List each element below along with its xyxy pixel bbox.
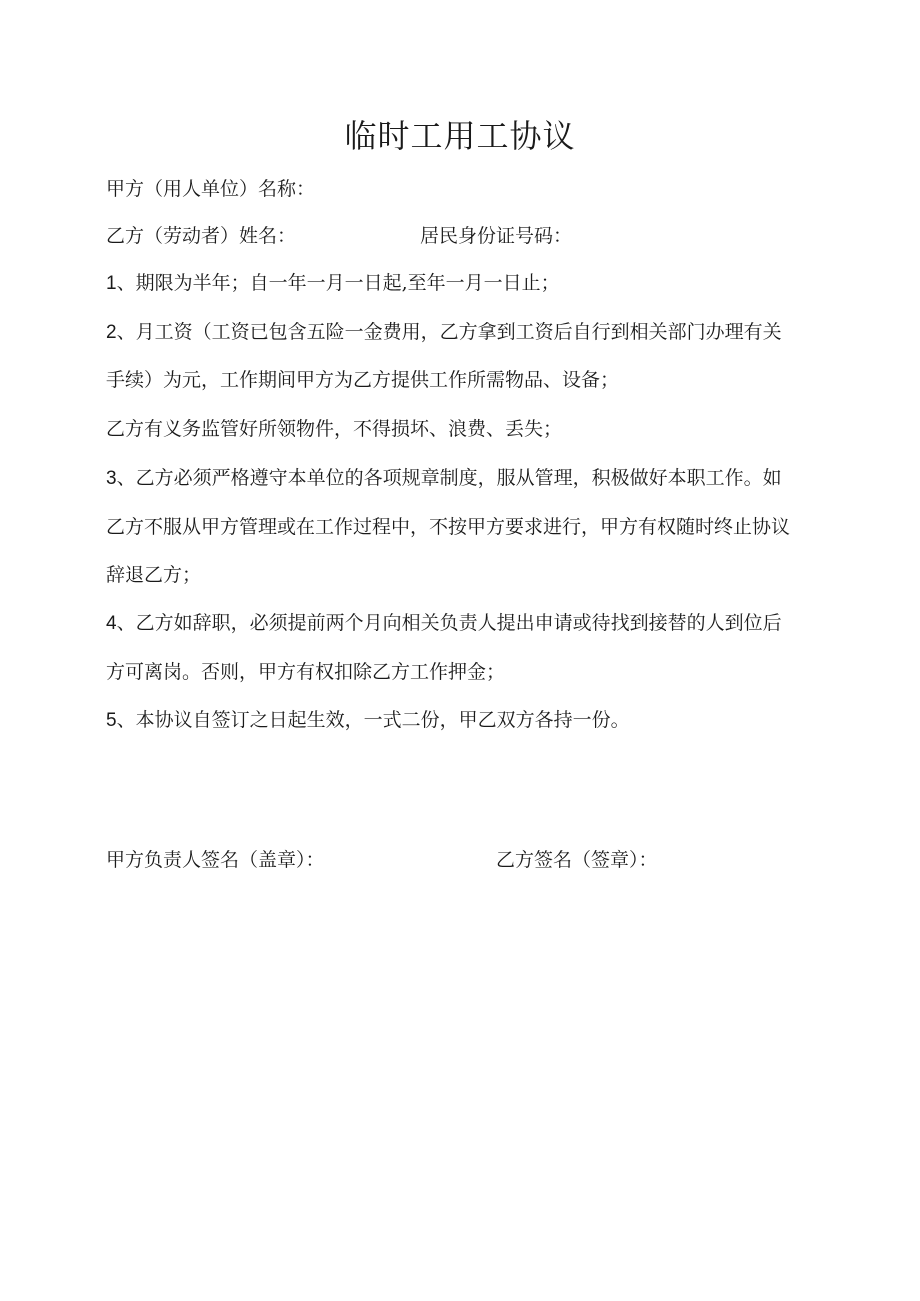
clause-3-line-3 [106, 561, 201, 589]
clause-2-line-1 [106, 318, 782, 347]
clause-number: 2 [106, 322, 117, 343]
party-b-id-label: 居民身份证号码： [420, 225, 573, 247]
clause-1-line-1 [106, 269, 560, 298]
clause-text: 乙方有义务监管好所领物件，不得损坏、浪费、丢失； [106, 418, 563, 440]
clause-5-line-1 [106, 706, 630, 735]
clause-number: 3 [106, 468, 117, 489]
clause-2-line-3 [106, 415, 562, 443]
clause-text: 、本协议自签订之日起生效，一式二份，甲乙双方各持一份。 [116, 709, 630, 731]
clause-text: 、月工资（工资已包含五险一金费用，乙方拿到工资后自行到相关部门办理有关 [116, 321, 782, 343]
clause-text: 、乙方如辞职，必须提前两个月向相关负责人提出申请或待找到接替的人到位后 [116, 612, 782, 634]
clause-text: 乙方不服从甲方管理或在工作过程中，不按甲方要求进行，甲方有权随时终止协议 [106, 516, 791, 538]
party-a-name-line [106, 175, 315, 203]
clause-text: 方可离岗。否则，甲方有权扣除乙方工作押金； [106, 661, 506, 683]
clause-number: 5 [106, 710, 117, 731]
signature-b-label: 乙方签名（签章）： [496, 849, 658, 871]
clause-4-line-2 [106, 658, 505, 686]
clause-number: 4 [106, 613, 117, 634]
clause-2-line-2 [106, 366, 619, 394]
party-b-info-line [106, 222, 572, 250]
clause-text: 手续）为元，工作期间甲方为乙方提供工作所需物品、设备； [106, 369, 620, 391]
clause-text: 、乙方必须严格遵守本单位的各项规章制度，服从管理，积极做好本职工作。如 [116, 467, 782, 489]
clause-text: 辞退乙方； [106, 564, 202, 586]
clause-3-line-1 [106, 464, 782, 493]
clause-text: 、期限为半年；自一年一月一日起,至年一月一日止； [116, 272, 560, 294]
party-b-name-label: 乙方（劳动者）姓名： [106, 225, 297, 247]
clause-number: 1 [106, 273, 117, 294]
clause-4-line-1 [106, 609, 782, 638]
document-title: 临时工用工协议 [344, 117, 576, 155]
signature-party-b [496, 846, 658, 874]
signature-party-a [106, 846, 325, 874]
party-a-name-label: 甲方（用人单位）名称： [106, 178, 316, 200]
clause-3-line-2 [106, 513, 790, 541]
signature-a-label: 甲方负责人签名（盖章）： [106, 849, 325, 871]
